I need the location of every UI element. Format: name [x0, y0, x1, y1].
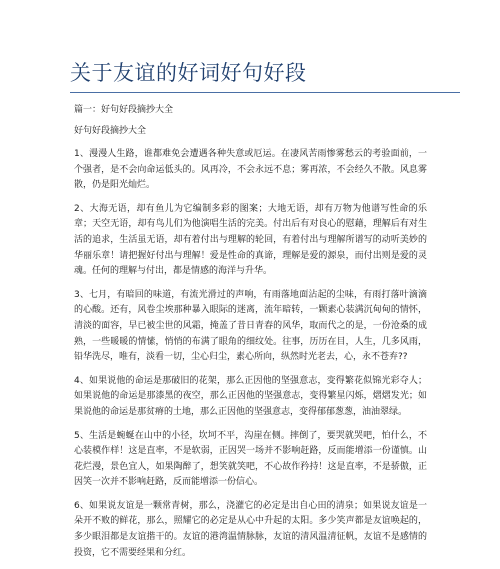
subheading: 好句好段摘抄大全	[74, 126, 147, 136]
paragraph-4: 4、如果说他的命运是那破旧的花架，那么正因他的坚强意志，变得繁花似锦光彩夺人；如果说他的命运是那漆黑的夜空，那么正因他的坚强意志，变得繁星闪烁，熠熠发光；如果说他的命运是那贫瘠的土地，那么正因他的坚强意志，变得郁郁葱葱，油油翠绿。	[74, 375, 427, 417]
title-divider	[70, 92, 460, 93]
section-heading: 篇一：好句好段摘抄大全	[74, 105, 174, 115]
document-title: 关于友谊的好词好句好段	[70, 61, 307, 85]
paragraph-5: 5、生活是蜿蜒在山中的小径，坎坷不平，沟崖在侧。摔倒了，要哭就哭吧，怕什么，不心装模作样！这是直率，不是软弱，正因哭一场并不影响赶路，反而能增添一份谨慎。山花烂漫，景色宜人，如果陶醉了，想笑就笑吧，不心故作矜持！这是直率，不是骄傲，正因笑一次并不影响赶路，反而能增添一份信心。	[74, 430, 427, 488]
paragraph-2: 2、大海无语，却有鱼儿为它编制多彩的图案；大地无语，却有万物为他谱写性命的乐章；天空无语，却有鸟儿们为他演唱生活的完美。付出后有对良心的慰藉，理解后有对生活的追求，生活虽无语，却有着付出与理解的轮回，有着付出与理解所谱写的动听美妙的华丽乐章！请把握好付出与理解！爱是性命的真谛，理解是爱的源泉，而付出则是爱的灵魂。任何的理解与付出，都是情感的海洋与升华。	[74, 203, 427, 277]
document-body	[74, 147, 427, 569]
paragraph-6: 6、如果说友谊是一颗常青树，那么，浇灌它的必定是出自心田的清泉；如果说友谊是一朵开不败的鲜花，那么，照耀它的必定是从心中升起的太阳。多少笑声都是友谊唤起的，多少眼泪都是友谊揩干的。友谊的港湾温情脉脉，友谊的清风温清征帆，友谊不是感情的投资，它不需要经果和分红。	[74, 500, 427, 558]
paragraph-3: 3、七月，有暗回的味道，有流光滑过的声响，有雨落地面沾起的尘味，有雨打落叶滴滴的心酸。还有，风卷尘埃那种暴入眼际的迷离，流年暗转，一颗素心装满沉甸甸的情怀，清淡的面容，早已被尘世的风霜，掩盖了昔日青春的风华，取而代之的是，一份沧桑的成熟，一些暖暖的情愫，悄悄的布满了眼角的细纹处。往事，历历在目，人生，几多风雨，铅华洗尽，唯有，淡看一切，尘心归尘，素心所向，纵然时光老去，心，永不苍弃??	[74, 289, 427, 363]
paragraph-1: 1、漫漫人生路，谁都难免会遭遇各种失意或厄运。在凄风苦雨惨雾愁云的考验面前，一个强者，是不会向命运低头的。风再冷，不会永远不息；雾再浓，不会经久不散。风息雾散，仍是阳光灿烂。	[74, 149, 427, 191]
